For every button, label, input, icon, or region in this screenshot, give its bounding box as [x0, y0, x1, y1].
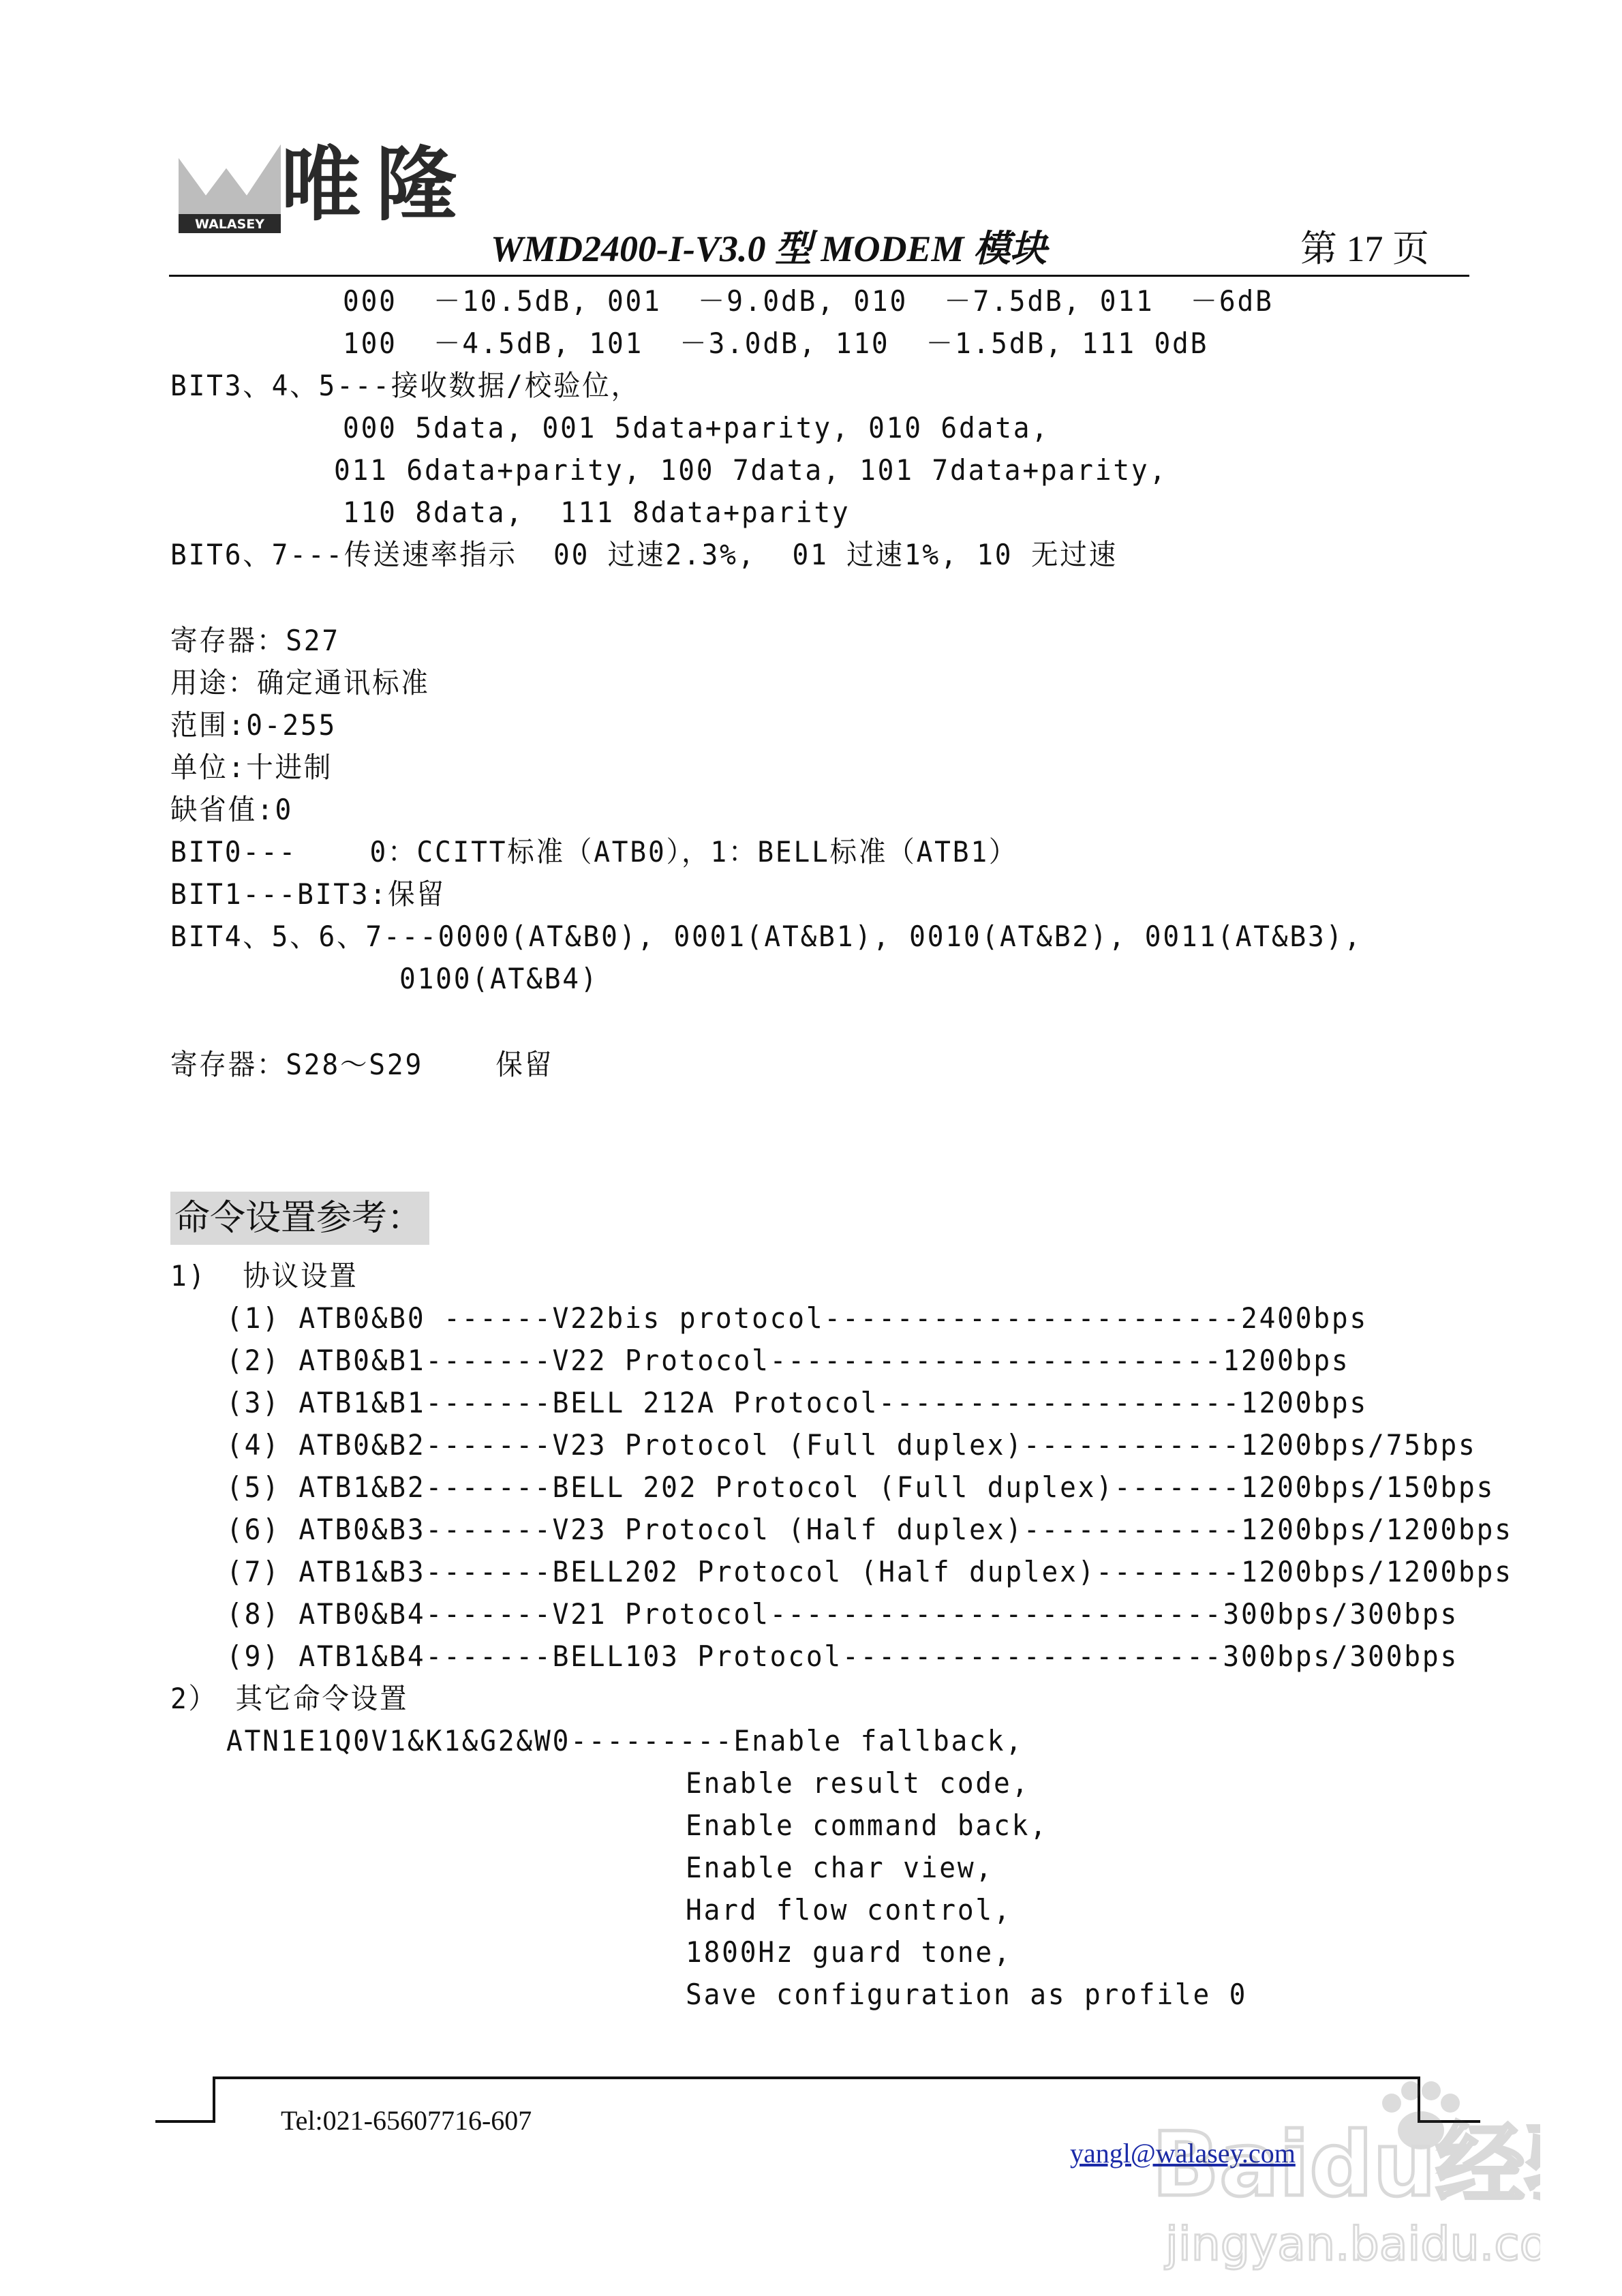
company-logo — [179, 131, 281, 233]
register-title: 寄存器：S28～S29 保留 — [170, 1048, 554, 1081]
footer-rule — [155, 2120, 215, 2123]
footer-rule — [213, 2076, 215, 2121]
command-line: ATN1E1Q0V1&K1&G2&W0---------Enable fallback, — [226, 1724, 1024, 1757]
footer-phone: Tel:021-65607716-607 — [281, 2105, 532, 2136]
command-description: Hard flow control, — [686, 1893, 1012, 1927]
text-line: 000 5data, 001 5data+parity, 010 6data, — [343, 411, 1050, 444]
text-line: 用途：确定通讯标准 — [170, 666, 430, 699]
text-line: BIT1---BIT3:保留 — [170, 877, 446, 911]
command-description: Save configuration as profile 0 — [686, 1978, 1248, 2011]
footer-email-link[interactable]: yangl@walasey.com — [1070, 2138, 1296, 2169]
text-line: 110 8data, 111 8data+parity — [343, 496, 851, 529]
protocol-item: (7) ATB1&B3-------BELL202 Protocol (Half duplex)--------1200bps/1200bps — [226, 1555, 1513, 1588]
watermark-url: jingyan.baidu.co — [1165, 2218, 1540, 2271]
protocol-item: (5) ATB1&B2-------BELL 202 Protocol (Full duplex)-------1200bps/150bps — [226, 1470, 1495, 1504]
header-rule — [169, 275, 1469, 277]
text-line: 100 －4.5dB, 101 －3.0dB, 110 －1.5dB, 111 0dB — [343, 327, 1209, 360]
register-title: 寄存器：S27 — [170, 624, 340, 657]
protocol-item: (3) ATB1&B1-------BELL 212A Protocol--------------------1200bps — [226, 1386, 1368, 1419]
subheading: 1) 协议设置 — [170, 1259, 358, 1293]
watermark-brand: Baidu经 — [1152, 2113, 1525, 2216]
page-number: 第 17 页 — [1300, 228, 1429, 269]
text-line: BIT3、4、5---接收数据/校验位， — [170, 369, 640, 402]
company-name: 唯隆 — [281, 138, 472, 232]
text-line: BIT0--- 0：CCITT标准（ATB0），1：BELL标准（ATB1） — [170, 835, 1018, 868]
command-description: Enable result code, — [686, 1766, 1030, 1800]
protocol-item: (4) ATB0&B2-------V23 Protocol (Full duplex)------------1200bps/75bps — [226, 1428, 1477, 1462]
text-line: 011 6data+parity, 100 7data, 101 7data+parity, — [334, 453, 1168, 487]
command-description: Enable char view, — [686, 1851, 994, 1884]
text-line: 000 －10.5dB, 001 －9.0dB, 010 －7.5dB, 011 －6dB — [343, 284, 1274, 318]
command-description: 1800Hz guard tone, — [686, 1935, 1012, 1969]
text-line: 单位:十进制 — [170, 751, 333, 784]
protocol-item: (1) ATB0&B0 ------V22bis protocol-----------------------2400bps — [226, 1301, 1368, 1335]
document-title: WMD2400-I-V3.0 型 MODEM 模块 — [491, 228, 1047, 269]
baidu-watermark — [1138, 2076, 1540, 2274]
protocol-item: (2) ATB0&B1-------V22 Protocol-------------------------1200bps — [226, 1344, 1350, 1377]
protocol-item: (6) ATB0&B3-------V23 Protocol (Half duplex)------------1200bps/1200bps — [226, 1513, 1513, 1546]
text-line: BIT6、7---传送速率指示 00 过速2.3%, 01 过速1%, 10 无过速 — [170, 538, 1118, 571]
logo-caption: WALASEY — [194, 217, 265, 232]
text-line: 缺省值:0 — [170, 793, 294, 826]
protocol-item: (8) ATB0&B4-------V21 Protocol-------------------------300bps/300bps — [226, 1597, 1459, 1631]
text-line: 范围:0-255 — [170, 708, 337, 742]
subheading: 2） 其它命令设置 — [170, 1682, 409, 1715]
section-heading: 命令设置参考： — [170, 1192, 429, 1245]
text-line: BIT4、5、6、7---0000(AT&B0), 0001(AT&B1), 0010(AT&B2), 0011(AT&B3), — [170, 920, 1362, 953]
protocol-item: (9) ATB1&B4-------BELL103 Protocol---------------------300bps/300bps — [226, 1640, 1459, 1673]
logo-mountain-icon — [179, 131, 281, 233]
text-line: 0100(AT&B4) — [399, 962, 599, 995]
command-description: Enable command back, — [686, 1809, 1048, 1842]
